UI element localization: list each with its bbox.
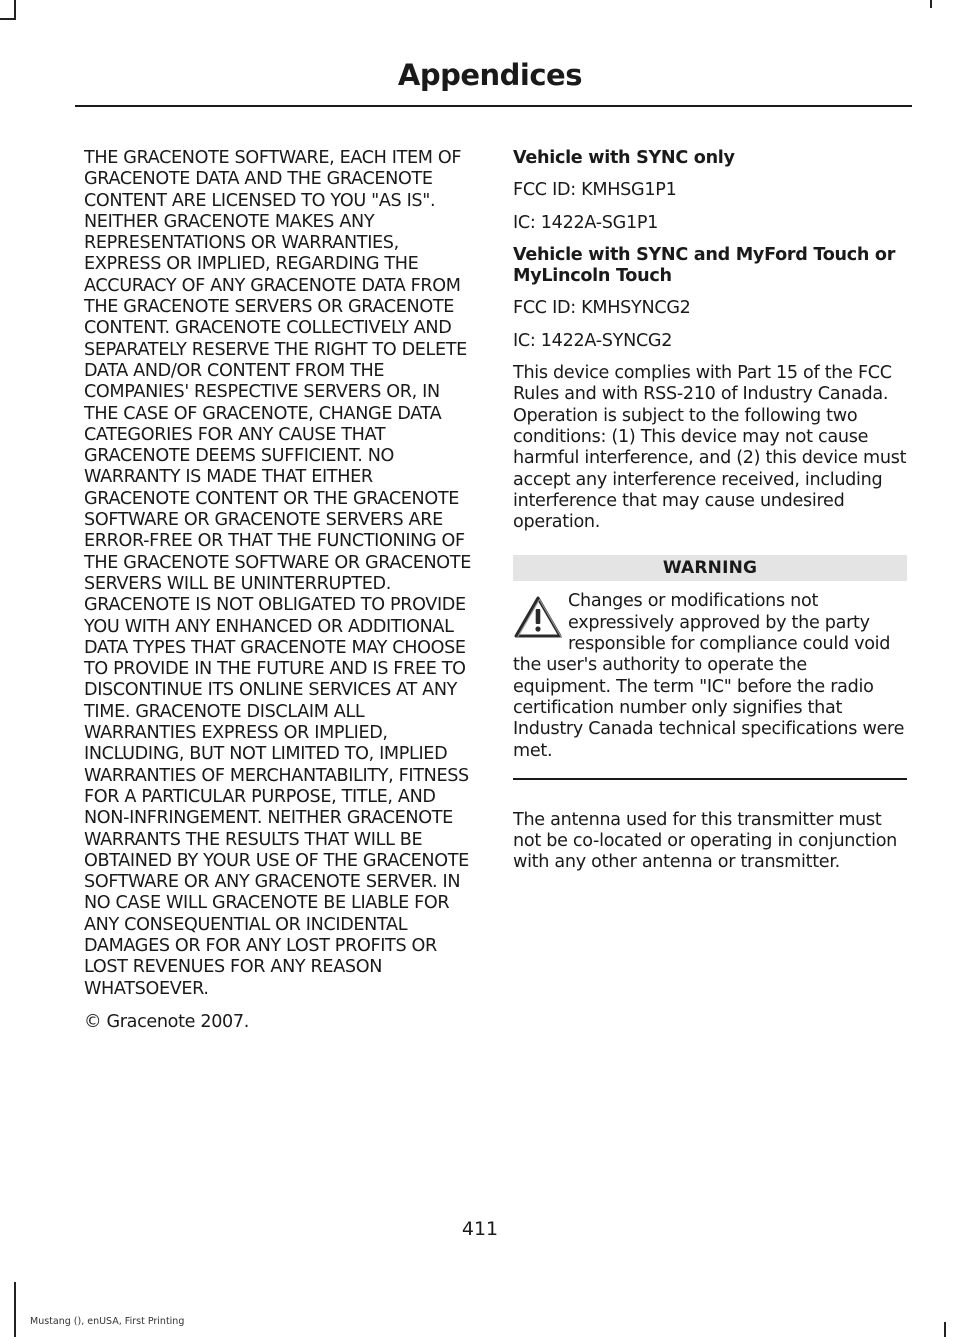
crop-mark-top-left-v: [14, 0, 16, 20]
ic-sync: IC: 1422A-SG1P1: [513, 212, 659, 233]
heading-sync-myford: Vehicle with SYNC and MyFord Touch or MyLincoln Touch: [513, 244, 896, 287]
left-column: [84, 148, 476, 1033]
footer-edition: Mustang (), enUSA, First Printing: [30, 1316, 185, 1327]
fcc-id-sync: FCC ID: KMHSG1P1: [513, 180, 677, 201]
antenna-text: The antenna used for this transmitter must not be co-located or operating in conjunction with any other antenna or transmitter.: [513, 809, 898, 873]
crop-mark-bottom-left-v: [14, 1282, 16, 1337]
crop-mark-bottom-right-v: [944, 1322, 946, 1337]
gracenote-copyright: © Gracenote 2007.: [84, 1011, 249, 1032]
gracenote-legal-text: THE GRACENOTE SOFTWARE, EACH ITEM OF GRACENOTE DATA AND THE GRACENOTE CONTENT ARE LICENSED TO YOU "AS IS". NEITHER GRACENOTE MAKES ANY REPRESENTATIONS OR WARRANTIES, EXPRESS OR IMPLIED, REGARDING THE ACCURACY OF ANY GRACENOTE DATA FROM THE GRACENOTE SERVERS OR GRACENOTE CONTENT. GRACENOTE COLLECTIVELY AND SEPARATELY RESERVE THE RIGHT TO DELETE DATA AND/OR CONTENT FROM THE COMPANIES' RESPECTIVE SERVERS OR, IN THE CASE OF GRACENOTE, CHANGE DATA CATEGORIES FOR ANY CAUSE THAT GRACENOTE DEEMS SUFFICIENT. NO WARRANTY IS MADE THAT EITHER GRACENOTE CONTENT OR THE GRACENOTE SOFTWARE OR GRACENOTE SERVERS ARE ERROR-FREE OR THAT THE FUNCTIONING OF THE GRACENOTE SOFTWARE OR GRACENOTE SERVERS WILL BE UNINTERRUPTED. GRACENOTE IS NOT OBLIGATED TO PROVIDE YOU WITH ANY ENHANCED OR ADDITIONAL DATA TYPES THAT GRACENOTE MAY CHOOSE TO PROVIDE IN THE FUTURE AND IS FREE TO DISCONTINUE ITS ONLINE SERVICES AT ANY TIME. GRACENOTE DISCLAIM ALL WARRANTIES EXPRESS OR IMPLIED, INCLUDING, BUT NOT LIMITED TO, IMPLIED WARRANTIES OF MERCHANTABILITY, FITNESS FOR A PARTICULAR PURPOSE, TITLE, AND NON-INFRINGEMENT. NEITHER GRACENOTE WARRANTS THE RESULTS THAT WILL BE OBTAINED BY YOUR USE OF THE GRACENOTE SOFTWARE OR ANY GRACENOTE SERVER. IN NO CASE WILL GRACENOTE BE LIABLE FOR ANY CONSEQUENTIAL OR INCIDENTAL DAMAGES OR FOR ANY LOST PROFITS OR LOST REVENUES FOR ANY REASON WHATSOEVER.: [84, 148, 471, 999]
crop-mark-top-right: [930, 0, 932, 8]
warning-header: WARNING: [513, 555, 907, 581]
heading-sync-only: Vehicle with SYNC only: [513, 148, 735, 168]
warning-text: Changes or modifications not expressively approved by the party responsible for compliance could void the user's authority to operate the equipment. The term "IC" before the radio certification number only signifies that Industry Canada technical specifications were met.: [513, 591, 905, 761]
fcc-id-myford: FCC ID: KMHSYNCG2: [513, 298, 691, 319]
crop-mark-top-left-h: [0, 18, 16, 20]
warning-triangle-icon: [513, 595, 563, 639]
right-column: [513, 148, 907, 885]
warning-divider: [513, 778, 907, 780]
ic-myford: IC: 1422A-SYNCG2: [513, 330, 673, 351]
page-number: 411: [461, 1218, 499, 1240]
warning-body: [513, 591, 907, 761]
page-title: Appendices: [397, 58, 582, 92]
header-rule: [75, 105, 912, 107]
compliance-text: This device complies with Part 15 of the FCC Rules and with RSS-210 of Industry Canada. Operation is subject to the following two conditions: (1) This device may not cause harmful interference, and (2) this device must accept any interference received, including interference that may cause undesired operation.: [513, 363, 907, 533]
